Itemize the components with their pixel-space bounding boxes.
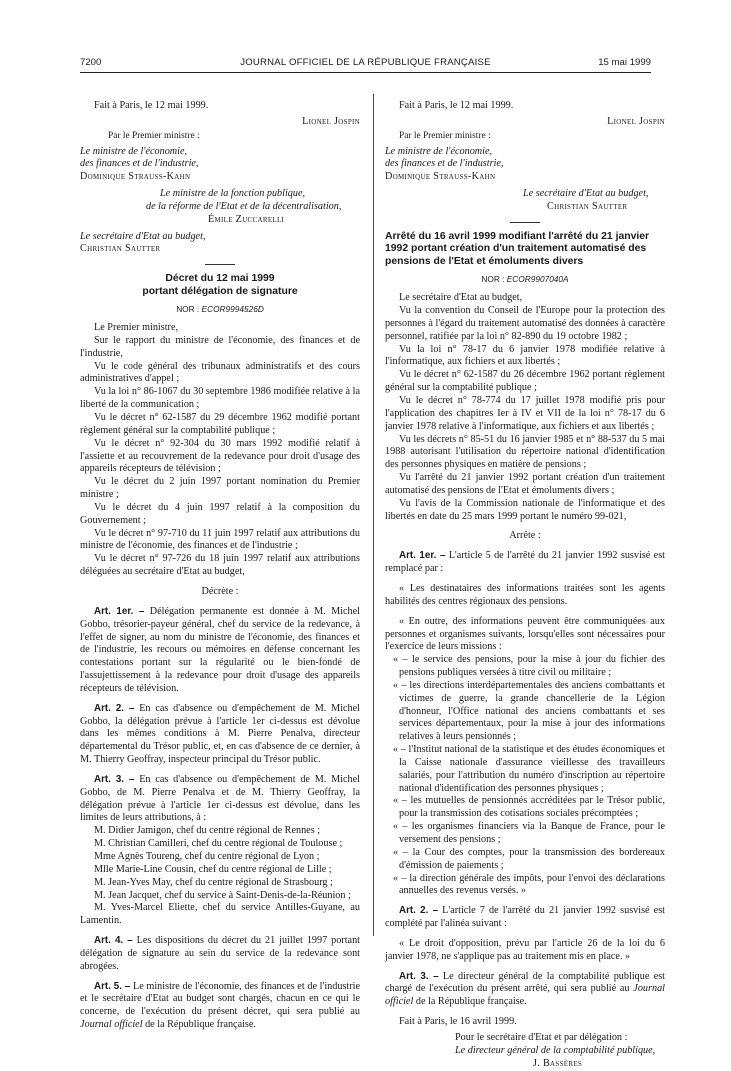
nor-reference (80, 304, 360, 314)
nor-reference (385, 274, 665, 284)
visa-paragraph: Vu le décret n° 62-1587 du 26 décembre 1962 portant règlement général sur la comptabilité publique ; (385, 369, 665, 394)
director-title: Le directeur général de la comptabilité publique, (455, 1044, 656, 1056)
visa-paragraph: Vu le décret n° 78-774 du 17 juillet 1978 modifié pris pour l'application des chapitres Ier à IV et VII de la loi n° 78-17 du 6 janvier 1978 relative à l'informatique, aux fichiers et aux libertés ; (385, 395, 665, 432)
secretary-budget-name: Christian Sautter (80, 243, 161, 255)
quoted-paragraph: « Les destinataires des informations traitées sont les agents habilités des centres régionaux des pensions. (385, 582, 665, 607)
delegate-item: M. Jean-Yves May, chef du centre régional de Strasbourg ; (94, 876, 333, 888)
article-4 (80, 935, 360, 974)
signature-date: Fait à Paris, le 12 mai 1999. (94, 100, 209, 111)
delegate-item: M. Yves-Marcel Eliette, chef du service Antilles-Guyane, au Lamentin. (80, 902, 360, 927)
delegate-item: M. Jean Jacquet, chef du service à Saint-Denis-de-la-Réunion ; (94, 889, 351, 901)
decree-visas (80, 322, 360, 579)
article-4-label: Art. 4. – (94, 935, 133, 947)
director-name: J. Bassères (533, 1057, 583, 1069)
article-5 (80, 981, 360, 1032)
right-column (385, 100, 665, 1071)
nor-code: ECOR9994526D (201, 303, 264, 314)
signer-prime-minister: Lionel Jospin (607, 115, 665, 127)
arrete-title: Arrêté du 16 avril 1999 modifiant l'arrêté du 21 janvier 1992 portant création d'un traitement automatisé des pensions de l'Etat et émoluments divers (385, 230, 650, 268)
decree-title: Décret du 12 mai 1999 (165, 273, 275, 285)
visa-paragraph: Vu le décret n° 62-1587 du 29 décembre 1962 modifié portant règlement général sur la comptabilité publique ; (80, 412, 360, 436)
article-5-label: Art. 5. – (94, 980, 131, 992)
separator (205, 264, 235, 265)
visa-paragraph: Vu la loi n° 78-17 du 6 janvier 1978 modifiée relative à l'informatique, aux fichiers et aux libertés ; (385, 343, 665, 368)
article-3 (80, 774, 360, 825)
page-number: 7200 (80, 57, 102, 68)
recipient-item: « – les mutuelles de pensionnés accréditées par le Trésor public, pour la transmission des cotisations sociales précomptées ; (393, 795, 665, 820)
article-2-text: En cas d'absence ou d'empêchement de M. Michel Gobbo, la délégation prévue à l'article 1er ci-dessus est dévolue dans les mêmes conditions à M. Pierre Penalva, directeur départemental du Trésor public, et, en cas d'absence de ce dernier, à M. Thierry Geoffray, inspecteur principal du Trésor public. (80, 702, 360, 766)
nor-label: NOR : (481, 273, 507, 284)
pour-secretaire: Pour le secrétaire d'Etat et par délégation : (455, 1031, 628, 1043)
par-premier-ministre: Par le Premier ministre : (108, 130, 200, 141)
visa-paragraph: Vu l'avis de la Commission nationale de l'informatique et des libertés en date du 25 mars 1999 portant le numéro 99-021, (385, 497, 665, 522)
visa-paragraph: Vu l'arrêté du 21 janvier 1992 portant création d'un traitement automatisé des pensions de l'Etat et émoluments divers ; (385, 472, 665, 496)
visa-paragraph: Vu le décret du 2 juin 1997 portant nomination du Premier ministre ; (80, 476, 360, 501)
article-4-text: Les dispositions du décret du 21 juillet 1997 portant délégation de signature au sein du service de la redevance sont abrogées. (80, 935, 360, 972)
visa-paragraph: Vu les décrets n° 85-51 du 16 janvier 1985 et n° 88-537 du 5 mai 1988 autorisant l'utilisation du répertoire national d'identification des personnes physiques en matière de pensions ; (385, 433, 665, 471)
minister-economy-name: Dominique Strauss-Kahn (80, 171, 191, 183)
minister-economy-title: Le ministre de l'économie, (385, 145, 493, 157)
article-5-text-end: de la République française. (142, 1019, 256, 1031)
article-1 (80, 606, 360, 696)
article-3-text-end: de la République française. (413, 996, 527, 1008)
article-3-label: Art. 3. – (399, 970, 439, 982)
page-header (80, 57, 651, 71)
delegate-item: M. Didier Jamigon, chef du centre régional de Rennes ; (94, 825, 321, 837)
minister-economy-title-2: des finances et de l'industrie, (80, 158, 199, 170)
minister-public-service-title-2: de la réforme de l'Etat et de la décentralisation, (146, 200, 342, 212)
signer-prime-minister: Lionel Jospin (302, 115, 360, 127)
issue-date: 15 mai 1999 (598, 57, 651, 68)
journal-officiel-ref: Journal officiel (385, 983, 665, 1008)
secretary-budget-name: Christian Sautter (547, 200, 628, 212)
article-1-text: L'article 5 de l'arrêté du 21 janvier 1992 susvisé est remplacé par : (385, 550, 665, 575)
article-3-text: Le directeur général de la comptabilité publique est chargé de l'exécution du présent arrêté, qui sera publié au (385, 970, 666, 995)
signature-date-2: Fait à Paris, le 16 avril 1999. (399, 1016, 517, 1028)
nor-label: NOR : (176, 303, 202, 314)
decree-subtitle: portant délégation de signature (142, 285, 298, 297)
visa-paragraph: Sur le rapport du ministre de l'économie, des finances et de l'industrie, (80, 334, 360, 359)
minister-economy-name: Dominique Strauss-Kahn (385, 171, 496, 183)
left-column (80, 100, 360, 1032)
article-2 (385, 905, 665, 931)
recipient-item: « – les organismes financiers via la Banque de France, pour le versement des pensions ; (393, 821, 665, 846)
article-2 (80, 703, 360, 767)
journal-officiel-ref: Journal officiel (80, 1019, 143, 1031)
visa-paragraph: Le Premier ministre, (94, 322, 179, 334)
recipient-item: « – le service des pensions, pour la mise à jour du fichier des pensions publiques versées à titre civil ou militaire ; (393, 654, 665, 679)
recipient-item: « – la direction générale des impôts, pour l'envoi des déclarations annuelles des revenus versés. » (393, 872, 665, 897)
secretary-budget-title: Le secrétaire d'Etat au budget, (80, 230, 206, 242)
article-1-label: Art. 1er. – (94, 605, 145, 617)
arrete-visas (385, 292, 665, 523)
decrete-heading: Décrète : (201, 585, 239, 597)
visa-paragraph: Vu le décret n° 97-710 du 11 juin 1997 relatif aux attributions du ministre de l'économie, des finances et de l'industrie ; (80, 527, 360, 552)
minister-economy-title-2: des finances et de l'industrie, (385, 158, 504, 170)
recipient-item: « – les directions interdépartementales des anciens combattants et victimes de guerre, la grande chancellerie de la Légion d'honneur, l'Office national des anciens combattants et ses services départementaux, pour la mise à jour des informations relatives à leurs pensionnés ; (393, 679, 665, 743)
delegate-item: M. Christian Camilleri, chef du centre régional de Toulouse ; (94, 838, 343, 850)
visa-paragraph: Vu la loi n° 86-1067 du 30 septembre 1986 modifiée relative à la liberté de la communication ; (80, 386, 360, 411)
visa-paragraph: Vu le décret n° 92-304 du 30 mars 1992 modifié relatif à l'assiette et au recouvrement de la redevance pour droit d'usage des appareils récepteurs de télévision ; (80, 437, 360, 475)
recipient-item: « – l'Institut national de la statistique et des études économiques et la Caisse nationale d'assurance vieillesse des travailleurs salariés, pour l'attribution du numéro d'inscription au répertoire national d'identification des personnes physiques ; (393, 744, 665, 794)
visa-paragraph: Le secrétaire d'Etat au budget, (399, 292, 523, 304)
article-1 (385, 550, 665, 576)
journal-title: JOURNAL OFFICIEL DE LA RÉPUBLIQUE FRANÇAISE (240, 57, 491, 68)
par-premier-ministre: Par le Premier ministre : (399, 130, 491, 141)
delegate-item: Mlle Marie-Line Cousin, chef du centre régional de Lille ; (94, 863, 332, 875)
arrete-heading: Arrête : (509, 530, 541, 542)
separator (510, 222, 540, 223)
header-rule (80, 72, 651, 73)
minister-public-service-name: Émile Zuccarelli (208, 213, 285, 225)
visa-paragraph: Vu la convention du Conseil de l'Europe pour la protection des personnes à l'égard du traitement automatisé des données à caractère personnel, ratifiée par la loi n° 82-890 du 19 octobre 1982 ; (385, 305, 665, 342)
article-5-text: Le ministre de l'économie, des finances et de l'industrie et le secrétaire d'Etat au budget sont chargés, chacun en ce qui le concerne, de l'exécution du présent décret, qui sera publié au (80, 980, 360, 1018)
nor-code: ECOR9907040A (506, 273, 569, 284)
column-divider (373, 94, 374, 936)
visa-paragraph: Vu le code général des tribunaux administratifs et des cours administratives d'appel ; (80, 360, 360, 385)
article-1-label: Art. 1er. – (399, 550, 446, 562)
article-1-text: Délégation permanente est donnée à M. Michel Gobbo, trésorier-payeur général, chef du service de la redevance, à l'effet de signer, au nom du ministre de l'économie, des finances et de l'industrie, les recours ou mémoires en défense concernant les contestations portant sur la régularité ou le bien-fondé de l'assujettissement à la redevance pour droit d'usage des appareils récepteurs de télévision. (80, 605, 360, 694)
visa-paragraph: Vu le décret du 4 juin 1997 relatif à la composition du Gouvernement ; (80, 501, 360, 526)
quoted-paragraph: « En outre, des informations peuvent être communiquées aux personnes et organismes suivants, lorsqu'elles sont nécessaires pour l'exercice de leurs missions : (385, 615, 665, 653)
minister-public-service-title: Le ministre de la fonction publique, (160, 188, 306, 200)
article-3-text: En cas d'absence ou d'empêchement de M. Michel Gobbo, de M. Pierre Penalva et de M. Thierry Geoffray, la délégation prévue à l'article 1er ci-dessus est dévolue, dans les limites de leurs attributions, à : (80, 773, 360, 824)
signature-date: Fait à Paris, le 12 mai 1999. (399, 100, 514, 111)
article-3-label: Art. 3. – (94, 773, 135, 785)
article-2-label: Art. 2. – (399, 905, 439, 917)
article-2-label: Art. 2. – (94, 702, 135, 714)
quoted-paragraph: « Le droit d'opposition, prévu par l'article 26 de la loi du 6 janvier 1978, ne s'applique pas au traitement mis en place. » (385, 937, 665, 962)
delegate-item: Mme Agnès Toureng, chef du centre régional de Lyon ; (94, 851, 320, 863)
secretary-budget-title: Le secrétaire d'Etat au budget, (523, 188, 649, 200)
visa-paragraph: Vu le décret n° 97-726 du 18 juin 1997 relatif aux attributions déléguées au secrétaire d'Etat au budget, (80, 553, 360, 578)
minister-economy-title: Le ministre de l'économie, (80, 145, 188, 157)
article-2-text: L'article 7 de l'arrêté du 21 janvier 1992 susvisé est complété par l'alinéa suivant : (385, 905, 665, 930)
recipient-item: « – la Cour des comptes, pour la transmission des bordereaux d'émission de paiements ; (393, 846, 665, 871)
